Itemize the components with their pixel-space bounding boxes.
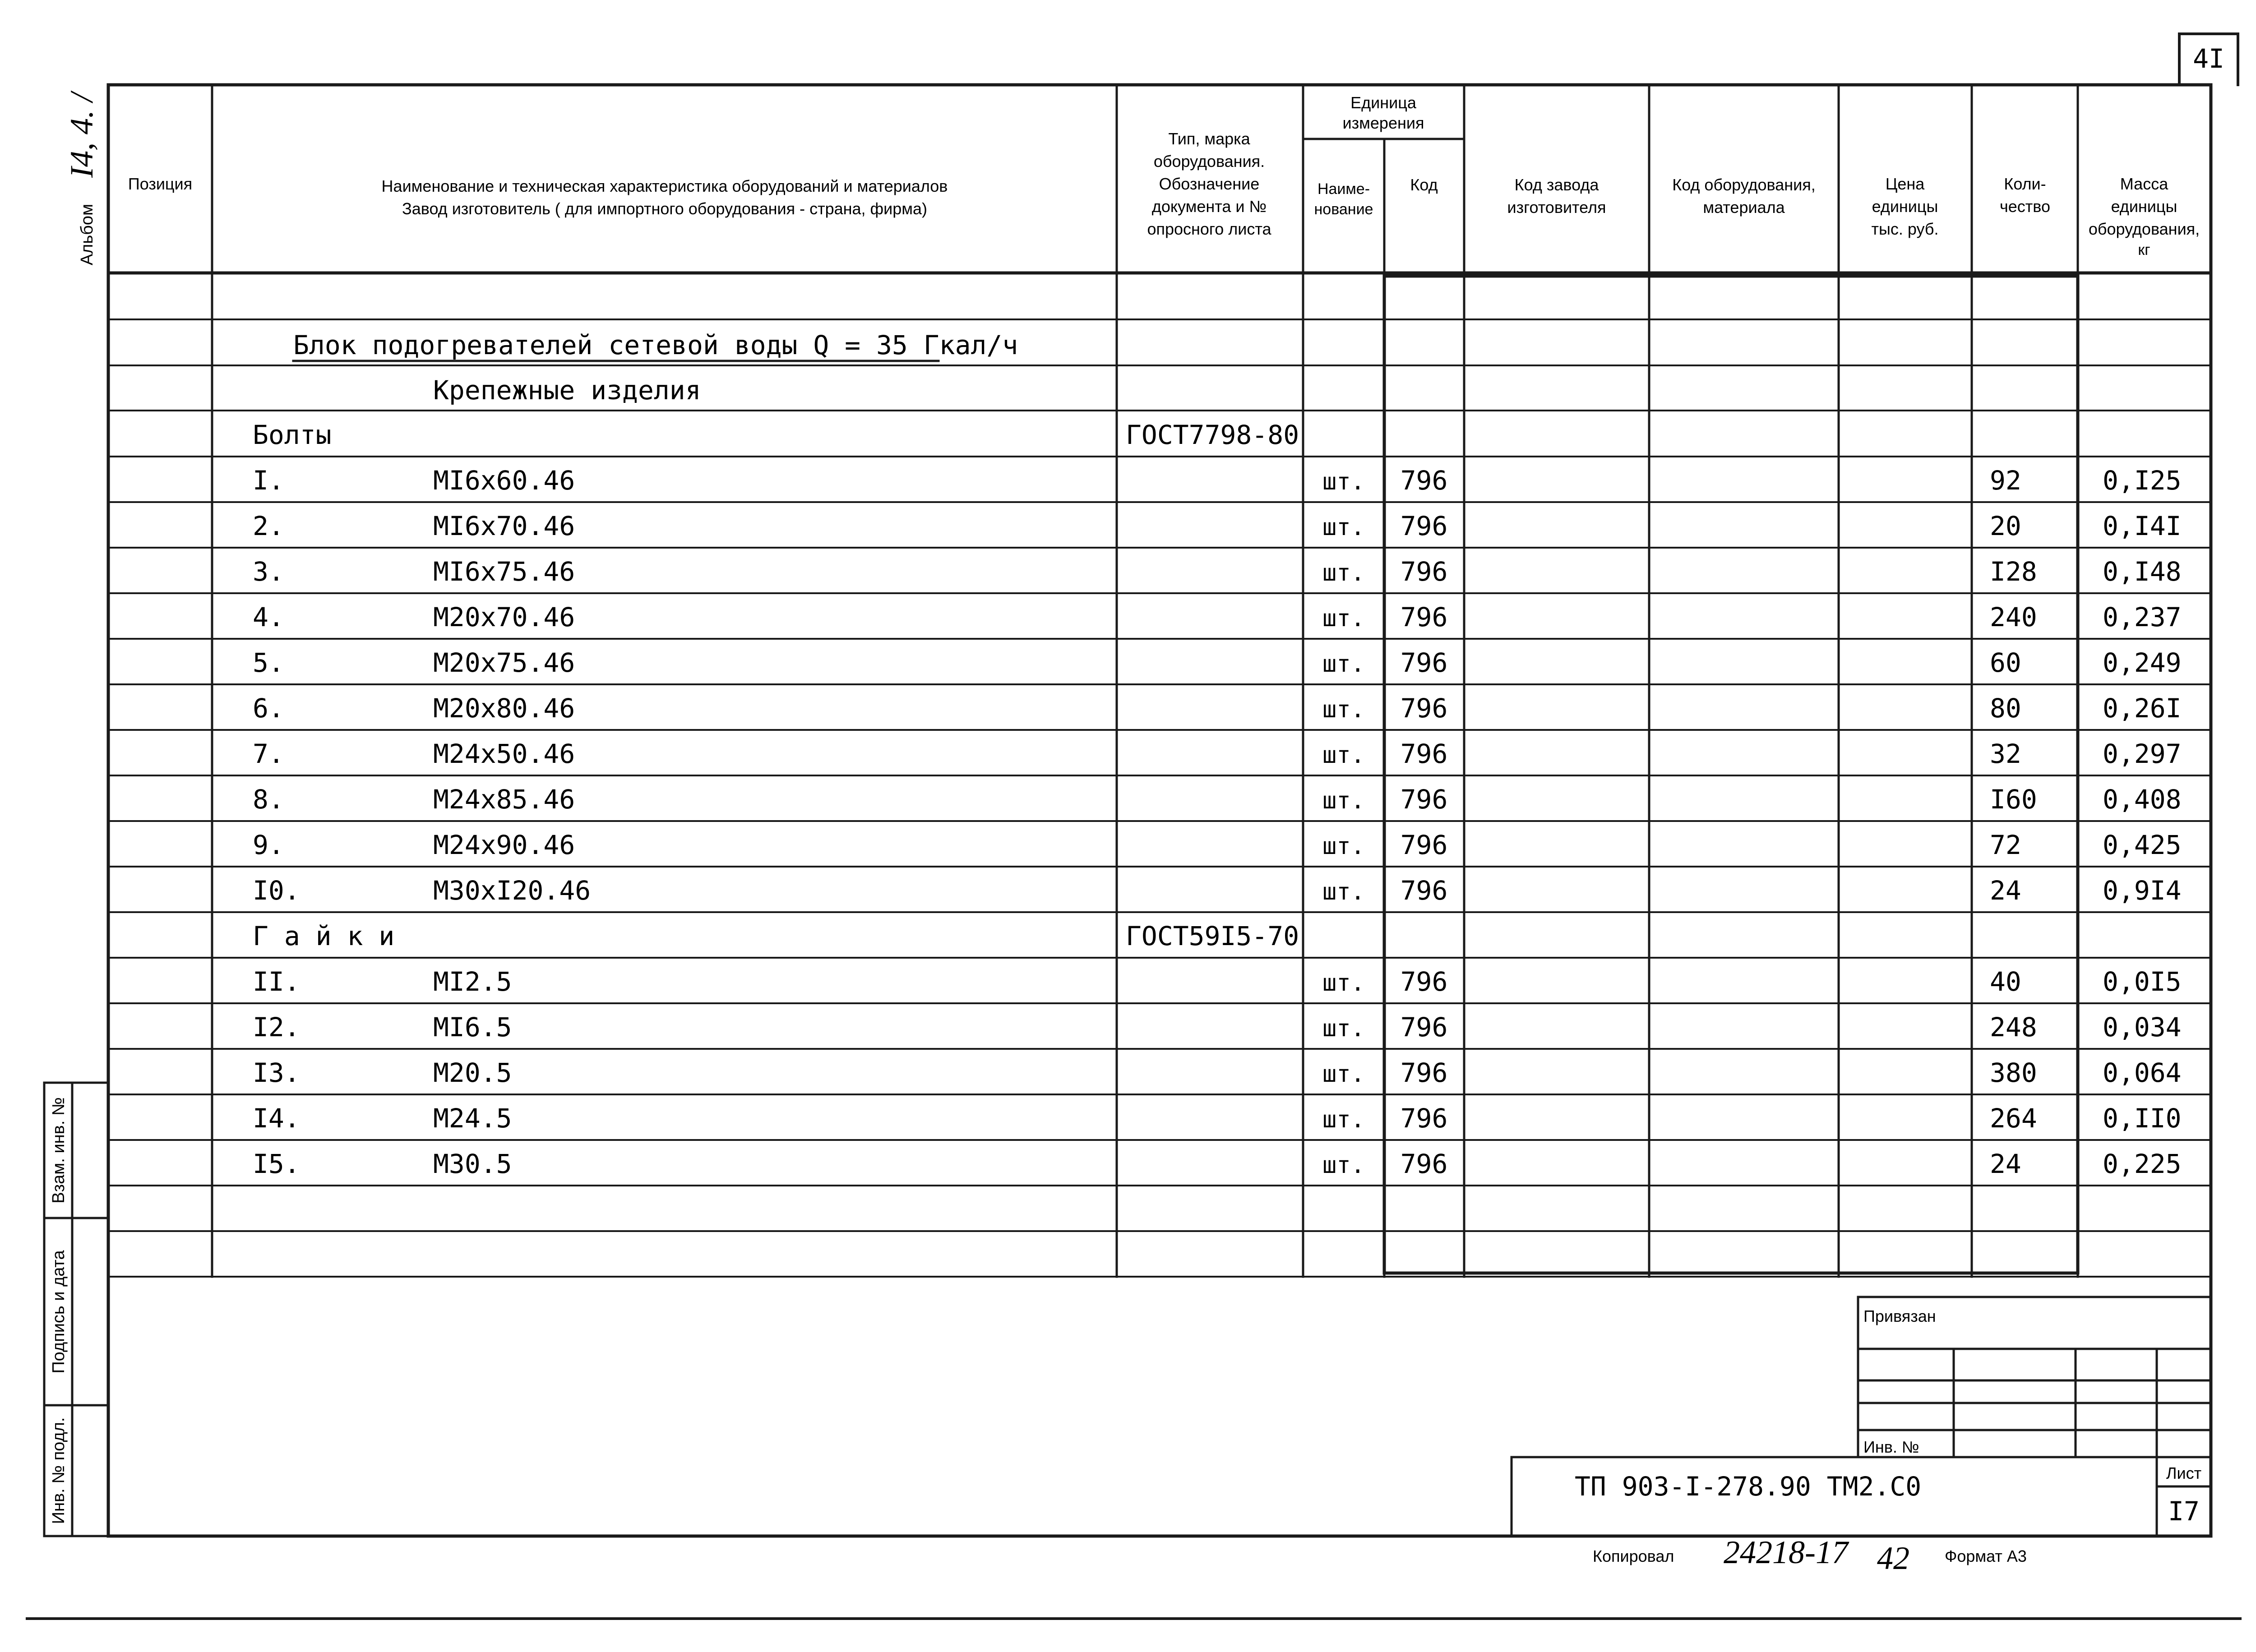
item-quantity: 40 [1990,966,2021,997]
header-factory-code: Код завода [1514,175,1599,194]
header-position: Позиция [128,175,193,193]
item-unit-code: 796 [1400,738,1448,769]
item-unit: шт. [1322,651,1365,678]
document-designation: ТП 903-I-278.90 ТМ2.С0 [1575,1471,1922,1502]
item-position: I0. [253,875,300,906]
item-quantity: 264 [1990,1103,2037,1134]
group-standard: ГОСТ59I5-70 [1126,921,1299,951]
item-unit-code: 796 [1400,602,1448,632]
item-unit-code: 796 [1400,784,1448,815]
item-unit: шт. [1322,833,1365,860]
item-name: М24х90.46 [433,830,575,860]
item-mass: 0,034 [2103,1012,2182,1043]
item-unit: шт. [1322,468,1365,495]
item-quantity: I28 [1990,556,2037,587]
item-quantity: 240 [1990,602,2037,632]
header-type-line: Тип, марка [1168,129,1250,148]
item-mass: 0,425 [2103,830,2182,860]
item-quantity: 24 [1990,875,2021,906]
header-price: единицы [1872,197,1938,216]
header-mass: кг [2138,241,2150,258]
item-unit: шт. [1322,1015,1365,1042]
header-unit-name: нование [1314,201,1373,218]
item-mass: 0,26I [2103,693,2182,724]
item-quantity: 248 [1990,1012,2037,1043]
side-podpis-data: Подпись и дата [49,1250,68,1374]
item-mass: 0,237 [2103,602,2182,632]
item-unit: шт. [1322,696,1365,723]
item-unit-code: 796 [1400,693,1448,724]
item-position: I5. [253,1149,300,1179]
item-quantity: 80 [1990,693,2021,724]
item-unit-code: 796 [1400,1103,1448,1134]
header-equipment-code: Код оборудования, [1672,175,1816,194]
item-position: II. [253,966,300,997]
item-quantity: 32 [1990,738,2021,769]
item-mass: 0,064 [2103,1057,2182,1088]
header-quantity: Коли- [2004,175,2046,193]
item-quantity: 60 [1990,647,2021,678]
subsection-title: Крепежные изделия [433,375,701,406]
item-name: МI6х60.46 [433,465,575,496]
item-name: М20х70.46 [433,602,575,632]
footer-kopiroval: Копировал [1593,1547,1674,1565]
item-name: МI6х75.46 [433,556,575,587]
item-position: 4. [253,602,284,632]
header-price: Цена [1885,175,1925,193]
header-type-line: Обозначение [1159,175,1260,193]
header-name-line1: Наименование и техническая характеристика оборудований и материалов [381,177,948,195]
item-name: М20х80.46 [433,693,575,724]
item-unit-code: 796 [1400,1057,1448,1088]
item-unit-code: 796 [1400,875,1448,906]
item-mass: 0,I25 [2103,465,2182,496]
header-type-line: оборудования. [1153,152,1265,171]
side-vzam-inv: Взам. инв. № [49,1097,68,1204]
item-unit: шт. [1322,1152,1365,1179]
item-unit: шт. [1322,605,1365,632]
item-position: I4. [253,1103,300,1134]
item-quantity: 20 [1990,511,2021,541]
item-name: М30хI20.46 [433,875,591,906]
item-name: МI6х70.46 [433,511,575,541]
item-mass: 0,I4I [2103,511,2182,541]
item-unit-code: 796 [1400,556,1448,587]
table-body [253,420,2182,1179]
table-column-lines [212,85,2078,1277]
item-unit: шт. [1322,559,1365,586]
album-label: Альбом [78,203,97,266]
item-mass: 0,I48 [2103,556,2182,587]
item-mass: 0,297 [2103,738,2182,769]
group-label: Болты [253,420,332,450]
header-type-line: опросного листа [1147,220,1271,238]
item-unit-code: 796 [1400,966,1448,997]
item-unit-code: 796 [1400,465,1448,496]
item-position: 7. [253,738,284,769]
item-name: М24х50.46 [433,738,575,769]
item-unit: шт. [1322,787,1365,814]
item-quantity: 380 [1990,1057,2037,1088]
header-equipment-code: материала [1703,198,1785,217]
group-standard: ГОСТ7798-80 [1126,420,1299,450]
item-position: I2. [253,1012,300,1043]
table-header [128,93,2200,258]
header-mass: единицы [2111,197,2177,216]
item-name: МI6.5 [433,1012,512,1043]
item-name: МI2.5 [433,966,512,997]
item-unit-code: 796 [1400,830,1448,860]
item-mass: 0,408 [2103,784,2182,815]
item-position: I. [253,465,284,496]
footer-copy-number: 24218-17 [1724,1534,1848,1570]
item-quantity: 92 [1990,465,2021,496]
item-unit: шт. [1322,514,1365,541]
item-position: 9. [253,830,284,860]
item-position: 2. [253,511,284,541]
page-number: 4I [2193,43,2224,74]
stamp-privyazan: Привязан [1863,1307,1936,1325]
header-type-line: документа и № [1151,197,1267,216]
item-mass: 0,225 [2103,1149,2182,1179]
item-name: М24х85.46 [433,784,575,815]
item-mass: 0,II0 [2103,1103,2182,1134]
item-unit: шт. [1322,1061,1365,1088]
header-name-line2: Завод изготовитель ( для импортного оборудования - страна, фирма) [402,199,928,218]
header-mass: оборудования, [2088,220,2200,238]
item-position: 8. [253,784,284,815]
header-unit-group: измерения [1342,114,1424,132]
item-name: М20.5 [433,1057,512,1088]
item-unit-code: 796 [1400,1149,1448,1179]
item-unit: шт. [1322,969,1365,997]
item-unit: шт. [1322,742,1365,769]
item-position: I3. [253,1057,300,1088]
stamp-list-label: Лист [2166,1464,2202,1482]
item-unit-code: 796 [1400,511,1448,541]
header-price: тыс. руб. [1871,220,1939,238]
side-inv-podl: Инв. № подл. [49,1417,68,1524]
header-unit-code: Код [1410,175,1438,194]
stamp-inv-no: Инв. № [1863,1438,1919,1456]
header-factory-code: изготовителя [1507,198,1606,217]
header-unit-name: Наиме- [1317,180,1370,198]
item-unit-code: 796 [1400,647,1448,678]
item-unit-code: 796 [1400,1012,1448,1043]
item-mass: 0,0I5 [2103,966,2182,997]
album-number: I4, 4. / [64,93,100,178]
footer-format: Формат А3 [1945,1547,2027,1565]
header-quantity: чество [1999,197,2051,216]
item-mass: 0,9I4 [2103,875,2182,906]
item-unit: шт. [1322,1106,1365,1133]
header-unit-group: Единица [1350,93,1416,112]
section-title: Блок подогревателей сетевой воды Q = 35 Гкал/ч [293,330,1018,360]
item-name: М24.5 [433,1103,512,1134]
item-name: М20х75.46 [433,647,575,678]
item-quantity: 72 [1990,830,2021,860]
item-unit: шт. [1322,878,1365,905]
item-name: М30.5 [433,1149,512,1179]
stamp-list-number: I7 [2168,1496,2200,1527]
item-position: 5. [253,647,284,678]
item-quantity: 24 [1990,1149,2021,1179]
item-mass: 0,249 [2103,647,2182,678]
group-label: Г а й к и [253,921,395,951]
item-quantity: I60 [1990,784,2037,815]
item-position: 3. [253,556,284,587]
table-row-lines [108,319,2211,1277]
footer-copy-sheet: 42 [1877,1540,1909,1576]
header-mass: Масса [2120,175,2168,193]
item-position: 6. [253,693,284,724]
